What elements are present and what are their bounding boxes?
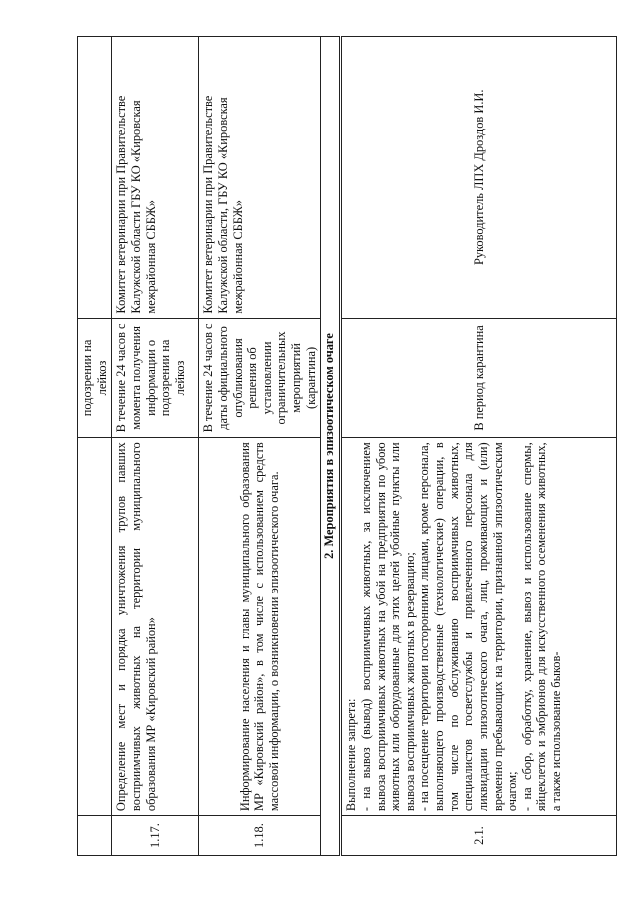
desc-line: - на сбор, обработку, хранение, вывоз и использование спермы, яйцеклеток и эмбрионов для искусственного осеменения животных, а также использование быков- [519,442,563,812]
cell-number: 1.18. [199,816,321,856]
cell-responsible: Комитет ветеринарии при Правительстве Калужской области, ГБУ КО «Кировская межрайонная СББЖ» [199,37,321,319]
table-row [199,37,321,856]
cell-term: В течение 24 часов с даты официального опубликования решения об установлении ограничительных мероприятий (карантина) [199,318,321,438]
cell-term: В период карантина [341,318,617,438]
desc-line: - на посещение территории посторонними лицами, кроме персонала, выполняющего производственные (технологические) операции, в том числе по обслуживанию восприимчивых животных, специалистов госветслужбы и привлеченного персонала для ликвидации эпизоотического очага, лиц, проживающих и (или) временно пребывающих на территории, признанной эпизоотическим очагом; [417,442,520,812]
cell-responsible: Комитет ветеринарии при Правительстве Калужской области ГБУ КО «Кировская межрайонная СББЖ» [112,37,199,319]
table-row [112,37,199,856]
cell-description: Определение мест и порядка уничтожения трупов павших восприимчивых животных на территории муниципального образования МР «Кировский район» [112,438,199,816]
section-header-row [321,37,341,856]
cell-description [78,438,112,816]
measures-table [77,36,617,856]
cell-term: В течение 24 часов с момента получения информации о подозрении на лейкоз [112,318,199,438]
section-title: 2. Мероприятия в эпизоотическом очаге [321,37,341,856]
cell-description: Информирование населения и главы муниципального образования МР «Кировский район», в том числе с использованием средств массовой информации, о возникновении эпизоотического очага. [199,438,321,816]
desc-line: Выполнение запрета: [344,698,359,812]
cell-number: 1.17. [112,816,199,856]
table-row [341,37,617,856]
cell-number: 2.1. [341,816,617,856]
cell-responsible [78,37,112,319]
cell-responsible: Руководитель ЛПХ Дроздов И.И. [341,37,617,319]
cell-term: подозрении на лейкоз [78,318,112,438]
cell-description [341,438,617,816]
table-row [78,37,112,856]
rotated-table-content [77,36,605,856]
desc-line: - на вывоз (вывод) восприимчивых животных, за исключением вывоза восприимчивых животных на убой на предприятия по убою животных или оборудованные для этих целей убойные пункты или вывоза восприимчивых животных в резервацию; [358,442,417,812]
cell-number [78,816,112,856]
